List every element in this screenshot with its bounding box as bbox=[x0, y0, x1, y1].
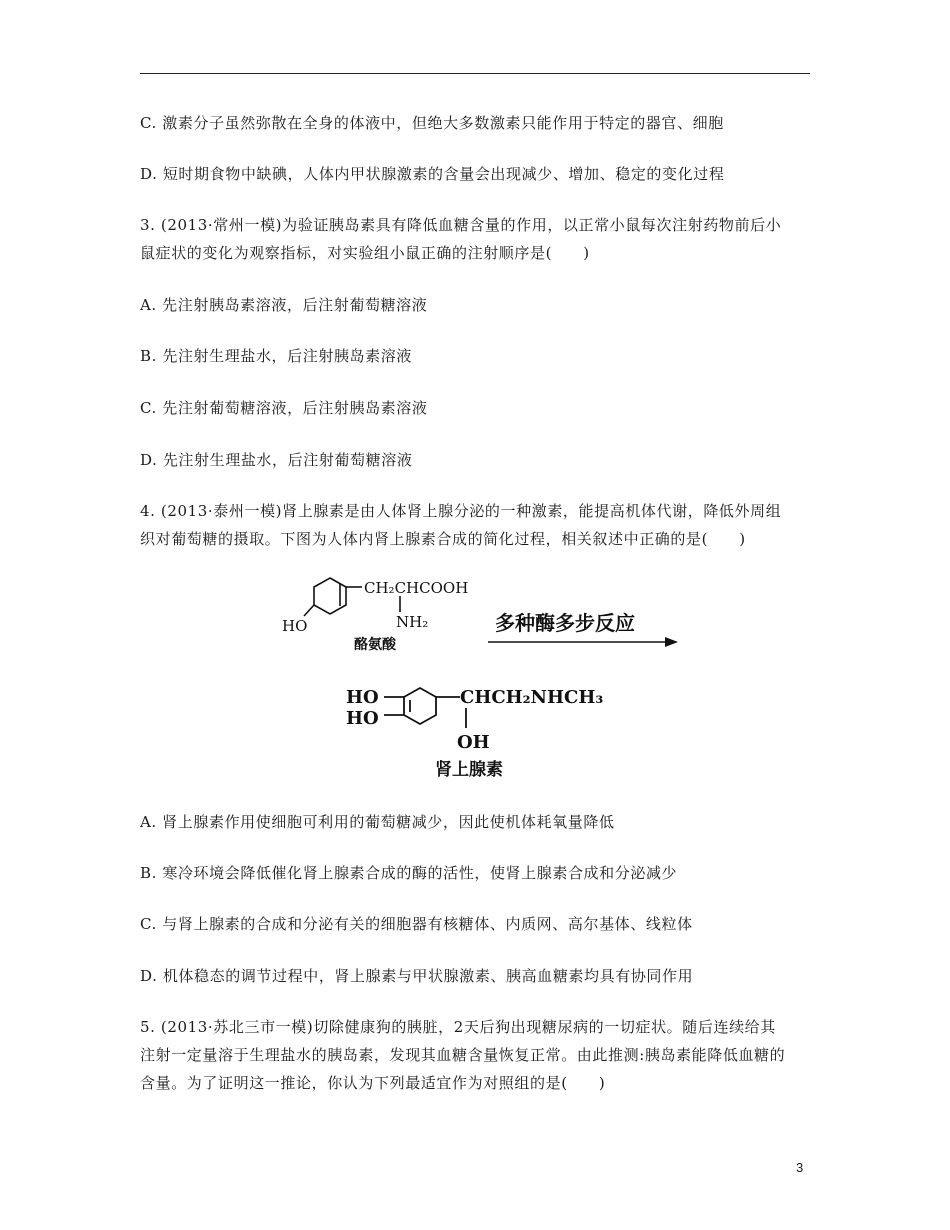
epinephrine-chain: CHCH₂NHCH₃ bbox=[460, 687, 604, 708]
epinephrine-hydroxyl-top: HO bbox=[346, 687, 379, 708]
q4-option-a: A. 肾上腺素作用使细胞可利用的葡萄糖减少，因此使机体耗氧量降低 bbox=[140, 813, 615, 831]
reaction-arrow bbox=[488, 637, 678, 647]
reaction-arrow-label: 多种酶多步反应 bbox=[495, 611, 635, 635]
epinephrine-structure bbox=[384, 688, 466, 728]
q3-option-a: A. 先注射胰岛素溶液，后注射葡萄糖溶液 bbox=[140, 296, 428, 314]
q4-stem-line-2: 织对葡萄糖的摄取。下图为人体内肾上腺素合成的简化过程，相关叙述中正确的是( ) bbox=[140, 530, 746, 548]
q3-stem-line-1: 3. (2013·常州一模)为验证胰岛素具有降低血糖含量的作用，以正常小鼠每次注射药物前后小 bbox=[140, 216, 782, 234]
q2-option-d: D. 短时期食物中缺碘，人体内甲状腺激素的含量会出现减少、增加、稳定的变化过程 bbox=[140, 165, 725, 183]
epinephrine-synthesis-figure bbox=[270, 570, 690, 785]
q4-option-d: D. 机体稳态的调节过程中，肾上腺素与甲状腺激素、胰高血糖素均具有协同作用 bbox=[140, 967, 694, 985]
q5-stem-line-3: 含量。为了证明这一推论，你认为下列最适宜作为对照组的是( ) bbox=[140, 1074, 606, 1092]
tyrosine-chain: CH₂CHCOOH bbox=[364, 579, 469, 597]
q5-stem-line-2: 注射一定量溶于生理盐水的胰岛素，发现其血糖含量恢复正常。由此推测:胰岛素能降低血糖的 bbox=[140, 1046, 786, 1064]
q4-option-b: B. 寒冷环境会降低催化肾上腺素合成的酶的活性，使肾上腺素合成和分泌减少 bbox=[140, 864, 678, 882]
epinephrine-hydroxyl-bottom: HO bbox=[346, 708, 379, 729]
q3-option-b: B. 先注射生理盐水，后注射胰岛素溶液 bbox=[140, 347, 412, 365]
page-number: 3 bbox=[796, 1160, 804, 1175]
epinephrine-alcohol: OH bbox=[457, 732, 490, 753]
q2-option-c: C. 激素分子虽然弥散在全身的体液中，但绝大多数激素只能作用于特定的器官、细胞 bbox=[140, 114, 724, 132]
q4-stem-line-1: 4. (2013·泰州一模)肾上腺素是由人体肾上腺分泌的一种激素，能提高机体代谢，降低外周组 bbox=[140, 502, 782, 520]
q3-option-d: D. 先注射生理盐水，后注射葡萄糖溶液 bbox=[140, 451, 413, 469]
q3-option-c: C. 先注射葡萄糖溶液，后注射胰岛素溶液 bbox=[140, 399, 428, 417]
tyrosine-amino: NH₂ bbox=[396, 613, 429, 631]
header-rule bbox=[140, 73, 810, 74]
q4-option-c: C. 与肾上腺素的合成和分泌有关的细胞器有核糖体、内质网、高尔基体、线粒体 bbox=[140, 915, 693, 933]
q5-stem-line-1: 5. (2013·苏北三市一模)切除健康狗的胰脏，2天后狗出现糖尿病的一切症状。随后连续给其 bbox=[140, 1018, 776, 1036]
q3-stem-line-2: 鼠症状的变化为观察指标，对实验组小鼠正确的注射顺序是( ) bbox=[140, 244, 590, 262]
tyrosine-hydroxyl: HO bbox=[282, 617, 308, 635]
epinephrine-label: 肾上腺素 bbox=[435, 760, 503, 780]
tyrosine-label: 酪氨酸 bbox=[354, 637, 396, 653]
